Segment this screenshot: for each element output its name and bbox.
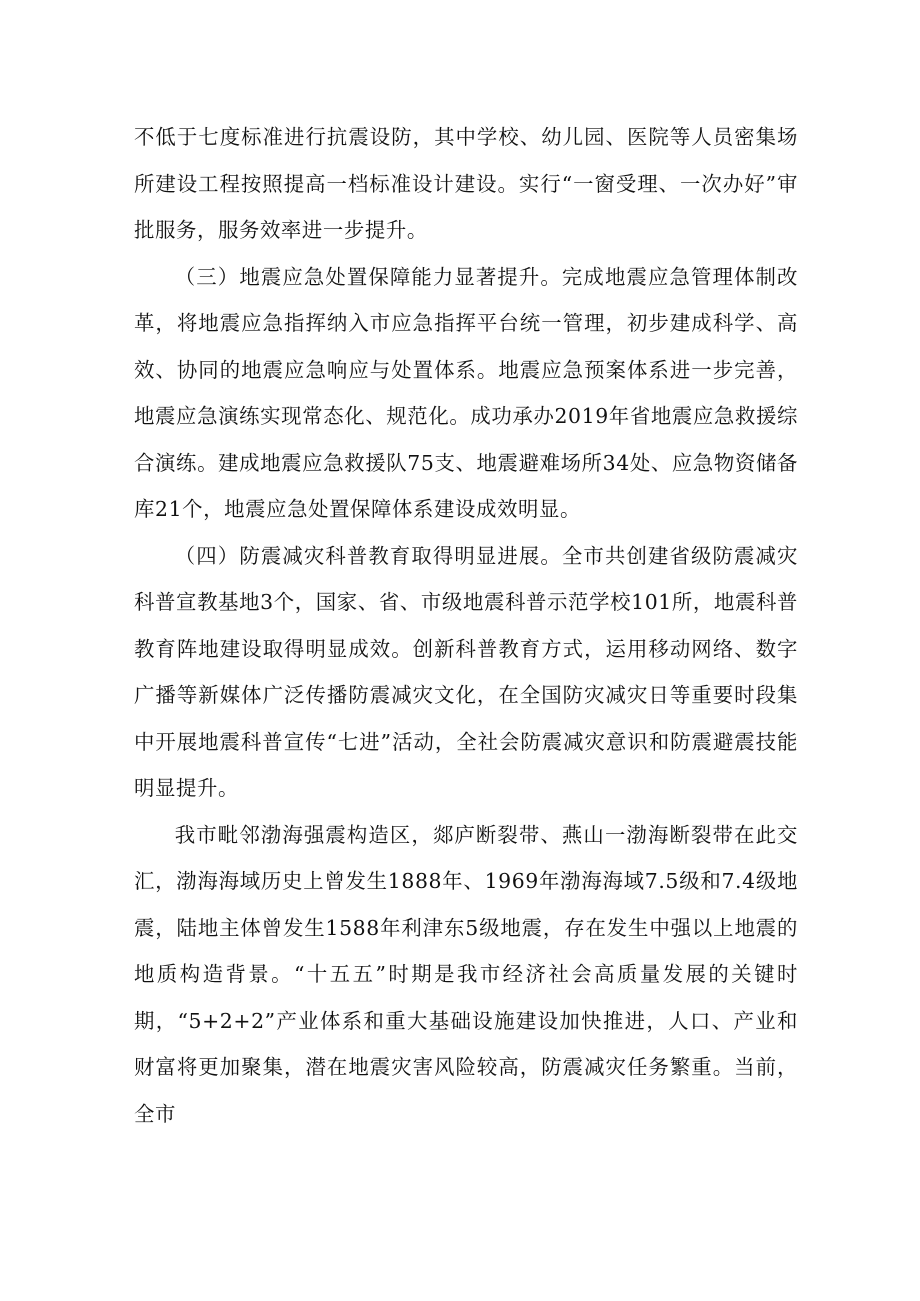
paragraph-seismic-background: 我市毗邻渤海强震构造区，郯庐断裂带、燕山一渤海断裂带在此交汇，渤海海域历史上曾发生1888年、1969年渤海海域7.5级和7.4级地震，陆地主体曾发生1588年利津东5级地震，存在发生中强以上地震的地质构造背景。“十五五”时期是我市经济社会高质量发展的关键时期，“5+2+2”产业体系和重大基础设施建设加快推进，人口、产业和财富将更加聚集，潜在地震灾害风险较高，防震减灾任务繁重。当前，全市 xyxy=(134,822,798,1126)
paragraph-science-education: （四）防震减灾科普教育取得明显进展。全市共创建省级防震减灾科普宣教基地3个，国家、省、市级地震科普示范学校101所，地震科普教育阵地建设取得明显成效。创新科普教育方式，运用移动网络、数字广播等新媒体广泛传播防震减灾文化，在全国防灾减灾日等重要时段集中开展地震科普宣传“七进”活动，全社会防震减灾意识和防震避震技能明显提升。 xyxy=(134,543,798,800)
paragraph-emergency-response: （三）地震应急处置保障能力显著提升。完成地震应急管理体制改革，将地震应急指挥纳入市应急指挥平台统一管理，初步建成科学、高效、协同的地震应急响应与处置体系。地震应急预案体系进一步完善，地震应急演练实现常态化、规范化。成功承办2019年省地震应急救援综合演练。建成地震应急救援队75支、地震避难场所34处、应急物资储备库21个，地震应急处置保障体系建设成效明显。 xyxy=(134,264,798,521)
document-body xyxy=(134,114,798,1137)
paragraph-continuation: 不低于七度标准进行抗震设防，其中学校、幼儿园、医院等人员密集场所建设工程按照提高一档标准设计建设。实行“一窗受理、一次办好”审批服务，服务效率进一步提升。 xyxy=(134,125,798,242)
